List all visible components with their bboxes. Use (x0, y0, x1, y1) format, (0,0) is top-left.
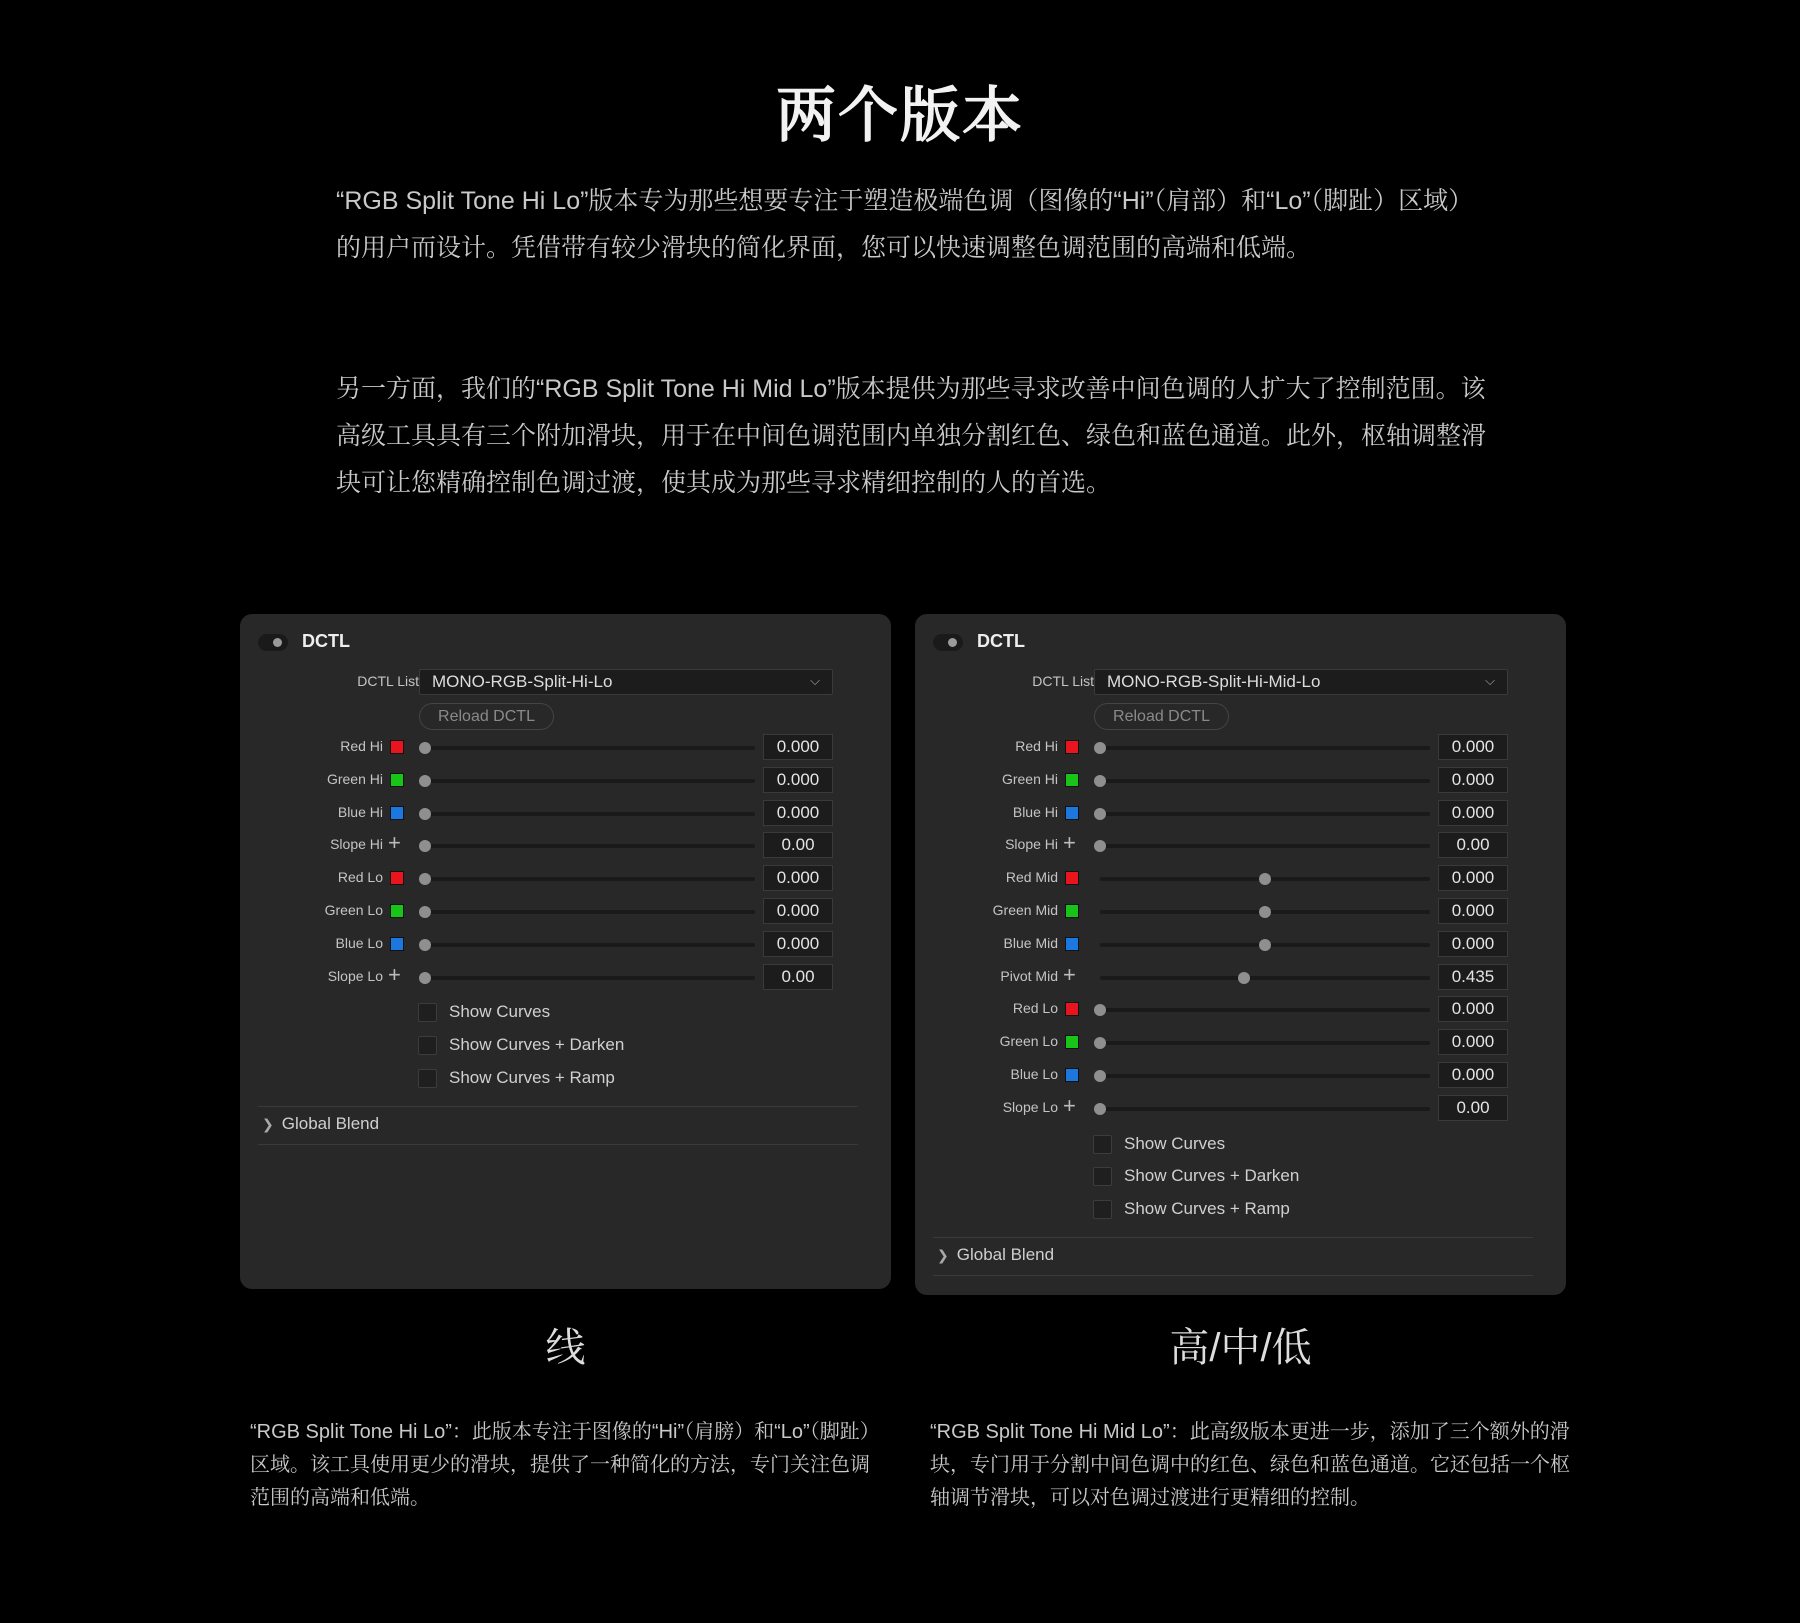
slider-track[interactable] (1100, 943, 1430, 947)
slider-row (240, 830, 891, 860)
slider-thumb[interactable] (1238, 972, 1250, 984)
checkbox[interactable] (418, 1036, 437, 1055)
caption-hi-lo: 线 (545, 1326, 586, 1370)
slider-track[interactable] (1100, 844, 1430, 848)
slider-label: Pivot Mid (1000, 967, 1058, 984)
slider-thumb[interactable] (419, 939, 431, 951)
slider-label: Red Lo (337, 869, 383, 886)
intro-paragraph-1: “RGB Split Tone Hi Lo”版本专为那些想要专注于塑造极端色调（图像的“Hi”（肩部）和“Lo”（脚趾）区域）的用户而设计。凭借带有较少滑块的简化界面，您可以快速调整色调范围的高端和低端。 (336, 187, 1474, 262)
green-swatch-icon (1065, 773, 1079, 787)
checkbox-option[interactable] (1093, 1163, 1743, 1191)
slider-row (915, 1027, 1566, 1057)
slider-row (915, 798, 1566, 828)
blue-swatch-icon (390, 806, 404, 820)
slider-row (915, 896, 1566, 926)
section-label: Global Blend (956, 1245, 1055, 1264)
divider (933, 1275, 1533, 1276)
slider-row (240, 798, 891, 828)
slider-thumb[interactable] (1094, 1103, 1106, 1115)
dctl-list-label: DCTL List (1032, 673, 1094, 689)
crosshair-icon: + (388, 961, 401, 987)
reload-dctl-button[interactable]: Reload DCTL (1094, 703, 1229, 730)
slider-value-field[interactable]: 0.00 (763, 964, 833, 990)
slider-thumb[interactable] (419, 906, 431, 918)
slider-track[interactable] (1100, 877, 1430, 881)
blue-swatch-icon (1065, 806, 1079, 820)
slider-label: Blue Lo (335, 934, 383, 951)
slider-track[interactable] (425, 976, 755, 980)
checkbox[interactable] (1093, 1135, 1112, 1154)
slider-value-field[interactable]: 0.000 (1438, 898, 1508, 924)
slider-label: Slope Hi (330, 836, 383, 853)
red-swatch-icon (390, 740, 404, 754)
slider-value-field[interactable]: 0.000 (1438, 800, 1508, 826)
slider-row (240, 732, 891, 762)
slider-value-field[interactable]: 0.000 (1438, 1062, 1508, 1088)
slider-thumb[interactable] (419, 808, 431, 820)
dctl-list-label: DCTL List (357, 673, 419, 689)
slider-track[interactable] (1100, 976, 1430, 980)
slider-value-field[interactable]: 0.000 (763, 898, 833, 924)
slider-thumb[interactable] (419, 972, 431, 984)
checkbox-label: Show Curves (1124, 1133, 1226, 1153)
green-swatch-icon (1065, 904, 1079, 918)
global-blend-section[interactable] (937, 1245, 1054, 1265)
slider-row (240, 929, 891, 959)
checkbox-option[interactable] (1093, 1131, 1743, 1159)
enable-toggle[interactable] (258, 634, 288, 651)
slider-thumb[interactable] (1094, 1004, 1106, 1016)
dctl-list-dropdown[interactable] (1094, 669, 1508, 695)
slider-value-field[interactable]: 0.000 (763, 800, 833, 826)
slider-thumb[interactable] (1094, 1070, 1106, 1082)
blue-swatch-icon (1065, 937, 1079, 951)
slider-value-field[interactable]: 0.000 (1438, 865, 1508, 891)
dctl-panel-hi-lo (240, 614, 891, 1289)
slider-row (915, 1060, 1566, 1090)
description-hi-mid-lo: “RGB Split Tone Hi Mid Lo”：此高级版本更进一步，添加了三个额外的滑块，专门用于分割中间色调中的红色、绿色和蓝色通道。它还包括一个枢轴调节滑块，可以对色调过渡进行更精细的控制。 (930, 1421, 1570, 1509)
slider-row (915, 1093, 1566, 1123)
checkbox[interactable] (1093, 1200, 1112, 1219)
slider-label: Green Hi (326, 770, 383, 787)
red-swatch-icon (1065, 740, 1079, 754)
blue-swatch-icon (390, 937, 404, 951)
slider-thumb[interactable] (419, 775, 431, 787)
intro-paragraph-2: 另一方面，我们的“RGB Split Tone Hi Mid Lo”版本提供为那些寻求改善中间色调的人扩大了控制范围。该高级工具具有三个附加滑块，用于在中间色调范围内单独分割红色、绿色和蓝色通道。此外，枢轴调整滑块可让您精确控制色调过渡，使其成为那些寻求精细控制的人的首选。 (336, 375, 1487, 497)
slider-value-field[interactable]: 0.435 (1438, 964, 1508, 990)
slider-thumb[interactable] (1259, 873, 1271, 885)
slider-value-field[interactable]: 0.000 (763, 734, 833, 760)
slider-label: Slope Lo (327, 967, 383, 984)
slider-track[interactable] (425, 812, 755, 816)
slider-row (240, 896, 891, 926)
slider-track[interactable] (1100, 1041, 1430, 1045)
slider-value-field[interactable]: 0.000 (763, 865, 833, 891)
slider-row (915, 962, 1566, 992)
page-title: 两个版本 (776, 82, 1024, 149)
slider-track[interactable] (425, 746, 755, 750)
slider-label: Red Hi (1015, 738, 1058, 754)
slider-track[interactable] (1100, 1107, 1430, 1111)
checkbox[interactable] (1093, 1167, 1112, 1186)
blue-swatch-icon (1065, 1068, 1079, 1082)
chevron-right-icon: ❯ (937, 1247, 949, 1263)
slider-row (915, 929, 1566, 959)
slider-row (915, 863, 1566, 893)
divider (258, 1144, 858, 1145)
divider (933, 1237, 1533, 1238)
crosshair-icon: + (1063, 961, 1076, 987)
red-swatch-icon (1065, 1002, 1079, 1016)
checkbox-label: Show Curves + Darken (449, 1035, 625, 1055)
red-swatch-icon (1065, 871, 1079, 885)
slider-track[interactable] (425, 844, 755, 848)
crosshair-icon: + (388, 830, 401, 856)
reload-dctl-button[interactable]: Reload DCTL (419, 703, 554, 730)
section-label: Global Blend (281, 1113, 380, 1133)
slider-track[interactable] (1100, 1074, 1430, 1078)
enable-toggle[interactable] (933, 634, 963, 651)
slider-value-field[interactable]: 0.000 (1438, 1029, 1508, 1055)
caption-hi-mid-lo: 高/中/低 (1169, 1326, 1312, 1370)
slider-label: Green Mid (992, 902, 1058, 918)
chevron-down-icon: ⌵ (1485, 673, 1495, 688)
checkbox[interactable] (418, 1003, 437, 1022)
checkbox-label: Show Curves + Ramp (449, 1068, 615, 1087)
slider-row (915, 994, 1566, 1024)
slider-thumb[interactable] (1094, 840, 1106, 852)
checkbox[interactable] (418, 1069, 437, 1088)
checkbox-option[interactable] (1093, 1196, 1743, 1224)
panel-title: DCTL (977, 631, 1025, 651)
checkbox-label: Show Curves (449, 1002, 551, 1022)
slider-value-field[interactable]: 0.00 (763, 832, 833, 858)
slider-thumb[interactable] (419, 742, 431, 754)
slider-thumb[interactable] (1094, 1037, 1106, 1049)
slider-track[interactable] (1100, 746, 1430, 750)
divider (258, 1106, 858, 1107)
slider-row (915, 830, 1566, 860)
dctl-list-value: MONO-RGB-Split-Hi-Lo (432, 672, 613, 691)
checkbox-label: Show Curves + Darken (1124, 1166, 1300, 1186)
slider-row (915, 732, 1566, 762)
panel-title: DCTL (302, 631, 350, 651)
slider-label: Red Mid (1005, 869, 1058, 886)
slider-track[interactable] (425, 943, 755, 947)
slider-value-field[interactable]: 0.000 (763, 767, 833, 793)
slider-label: Blue Mid (1003, 934, 1058, 951)
slider-label: Red Hi (340, 738, 383, 754)
chevron-down-icon: ⌵ (810, 673, 820, 688)
dctl-panel-hi-mid-lo (915, 614, 1566, 1295)
slider-track[interactable] (425, 877, 755, 881)
green-swatch-icon (390, 773, 404, 787)
slider-label: Green Lo (999, 1033, 1058, 1050)
slider-label: Green Lo (324, 902, 383, 918)
global-blend-section[interactable] (262, 1114, 379, 1134)
slider-label: Slope Lo (1002, 1098, 1058, 1115)
slider-thumb[interactable] (419, 840, 431, 852)
crosshair-icon: + (1063, 1092, 1076, 1118)
slider-value-field[interactable]: 0.000 (1438, 996, 1508, 1022)
slider-row (240, 962, 891, 992)
slider-track[interactable] (1100, 812, 1430, 816)
slider-value-field[interactable]: 0.000 (763, 931, 833, 957)
slider-track[interactable] (1100, 779, 1430, 783)
slider-track[interactable] (1100, 910, 1430, 914)
slider-thumb[interactable] (1259, 939, 1271, 951)
checkbox-label: Show Curves + Ramp (1124, 1199, 1290, 1219)
green-swatch-icon (390, 904, 404, 918)
slider-value-field[interactable]: 0.000 (1438, 734, 1508, 760)
slider-value-field[interactable]: 0.000 (1438, 931, 1508, 957)
red-swatch-icon (390, 871, 404, 885)
slider-label: Slope Hi (1005, 836, 1058, 853)
slider-value-field[interactable]: 0.00 (1438, 1095, 1508, 1121)
slider-track[interactable] (425, 910, 755, 914)
dctl-list-dropdown[interactable] (419, 669, 833, 695)
slider-value-field[interactable]: 0.00 (1438, 832, 1508, 858)
green-swatch-icon (1065, 1035, 1079, 1049)
slider-label: Green Hi (1001, 770, 1058, 787)
description-hi-lo: “RGB Split Tone Hi Lo”：此版本专注于图像的“Hi”（肩膀）和“Lo”（脚趾）区域。该工具使用更少的滑块，提供了一种简化的方法，专门关注色调范围的高端和低端。 (250, 1421, 880, 1509)
slider-thumb[interactable] (1094, 742, 1106, 754)
slider-thumb[interactable] (1094, 808, 1106, 820)
slider-track[interactable] (425, 779, 755, 783)
slider-thumb[interactable] (419, 873, 431, 885)
slider-value-field[interactable]: 0.000 (1438, 767, 1508, 793)
dctl-list-value: MONO-RGB-Split-Hi-Mid-Lo (1107, 672, 1321, 691)
slider-label: Blue Hi (337, 803, 383, 820)
slider-thumb[interactable] (1094, 775, 1106, 787)
slider-thumb[interactable] (1259, 906, 1271, 918)
slider-row (240, 765, 891, 795)
slider-label: Blue Lo (1010, 1066, 1058, 1082)
slider-row (240, 863, 891, 893)
crosshair-icon: + (1063, 830, 1076, 856)
chevron-right-icon: ❯ (262, 1115, 274, 1132)
slider-row (915, 765, 1566, 795)
slider-track[interactable] (1100, 1008, 1430, 1012)
slider-label: Red Lo (1012, 1000, 1058, 1017)
slider-label: Blue Hi (1012, 803, 1058, 820)
